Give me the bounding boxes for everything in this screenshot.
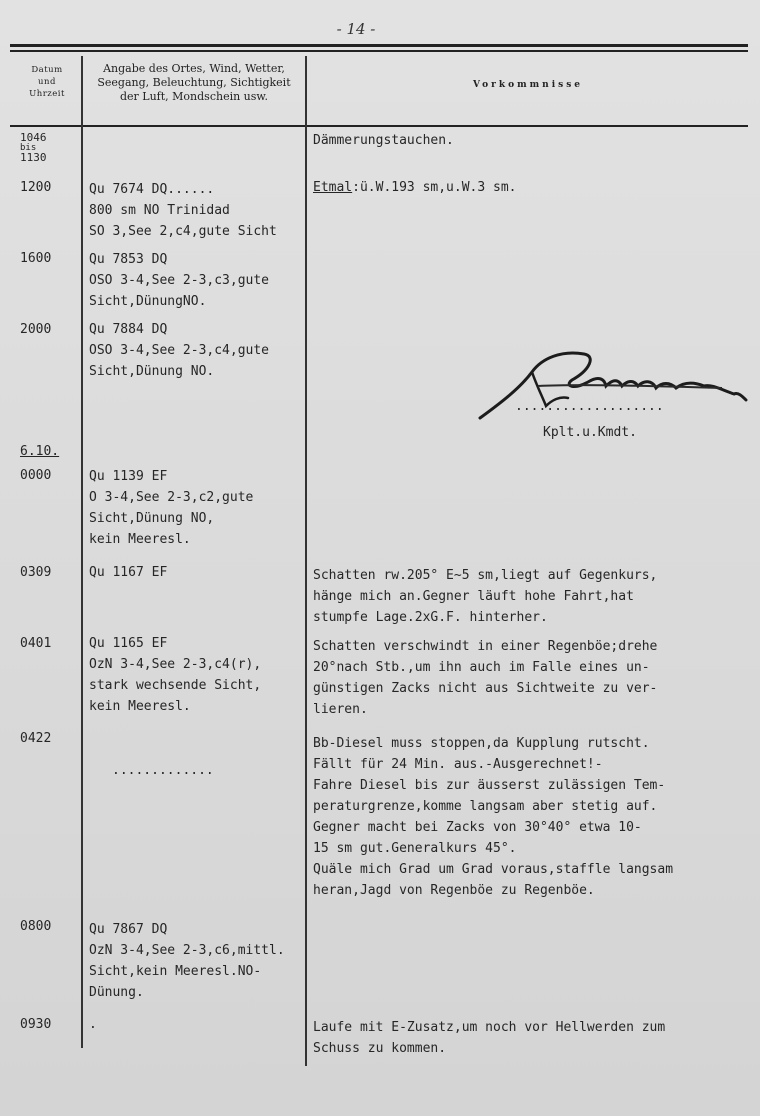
- event-line: Fällt für 24 Min. aus.-Ausgerechnet!-: [313, 757, 603, 772]
- location-line: SO 3,See 2,c4,gute Sicht: [89, 224, 277, 239]
- entry-location: [89, 466, 253, 550]
- entry-events: [313, 565, 657, 628]
- event-line: peraturgrenze,komme langsam aber stetig auf.: [313, 799, 658, 814]
- event-line: Etmal:ü.W.193 sm,u.W.3 sm.: [313, 180, 517, 195]
- signature-dotted-line: ...................: [515, 399, 664, 414]
- event-line: günstigen Zacks nicht aus Sichtweite zu ver-: [313, 681, 658, 696]
- entry-date: 6.10.: [20, 444, 60, 459]
- location-line: Qu 1167 EF: [89, 565, 168, 580]
- page-number: - 14 -: [336, 20, 376, 38]
- location-dotted-line: .............: [112, 763, 214, 778]
- header-date-column: [14, 64, 80, 100]
- entry-location: [89, 919, 285, 1003]
- entry-location: [89, 179, 277, 242]
- entry-time: 1200: [20, 180, 52, 195]
- signature-title: Kplt.u.Kmdt.: [543, 425, 637, 440]
- entry-location: [89, 562, 167, 583]
- entry-time: 0422: [20, 731, 52, 746]
- event-line: Bb-Diesel muss stoppen,da Kupplung rutscht.: [313, 736, 650, 751]
- entry-time: 0800: [20, 919, 52, 934]
- entry-time: [20, 132, 47, 163]
- location-line: .: [89, 1017, 97, 1032]
- entry-events: [313, 636, 657, 720]
- location-line: Qu 7867 DQ: [89, 922, 168, 937]
- location-line: OSO 3-4,See 2-3,c4,gute: [89, 343, 270, 358]
- entry-time: 0401: [20, 636, 52, 651]
- location-line: kein Meeresl.: [89, 532, 191, 547]
- event-line: Schatten verschwindt in einer Regenböe;drehe: [313, 639, 658, 654]
- entry-events: [313, 177, 517, 198]
- dotted-line: ......: [167, 182, 215, 197]
- entry-events: [313, 733, 673, 901]
- header-location-line: der Luft, Mondschein usw.: [119, 90, 269, 103]
- location-line: Sicht,kein Meeresl.NO-: [89, 964, 262, 979]
- location-line: Qu 1165 EF: [89, 636, 168, 651]
- column-divider-date: [81, 56, 83, 1048]
- column-divider-location: [305, 56, 307, 1066]
- location-line: stark wechsende Sicht,: [89, 678, 262, 693]
- location-line: Qu 7884 DQ: [89, 322, 168, 337]
- location-line: Sicht,Dünung NO.: [89, 364, 215, 379]
- event-line: Fahre Diesel bis zur äusserst zulässigen Tem-: [313, 778, 666, 793]
- location-line: OSO 3-4,See 2-3,c3,gute: [89, 273, 270, 288]
- location-line: Sicht,DünungNO.: [89, 294, 207, 309]
- header-date-line: Uhrzeit: [29, 89, 65, 99]
- location-line: OzN 3-4,See 2-3,c4(r),: [89, 657, 262, 672]
- location-line: Sicht,Dünung NO,: [89, 511, 215, 526]
- location-line: O 3-4,See 2-3,c2,gute: [89, 490, 254, 505]
- entry-time: 0930: [20, 1017, 52, 1032]
- header-location-column: [84, 62, 304, 104]
- top-rule-2: [10, 50, 748, 52]
- event-line: Laufe mit E-Zusatz,um noch vor Hellwerden zum: [313, 1020, 666, 1035]
- header-events-column: Vorkommnisse: [472, 80, 583, 90]
- event-line: lieren.: [313, 702, 368, 717]
- etmal-label: Etmal: [313, 180, 353, 195]
- location-line: kein Meeresl.: [89, 699, 191, 714]
- event-line: Gegner macht bei Zacks von 30°40° etwa 10-: [313, 820, 642, 835]
- entry-time: 0309: [20, 565, 52, 580]
- location-line: Qu 7853 DQ: [89, 252, 168, 267]
- location-line: Qu 7674 DQ: [89, 182, 168, 197]
- event-line: Schuss zu kommen.: [313, 1041, 447, 1056]
- entry-time: 1600: [20, 251, 52, 266]
- header-location-line: Seegang, Beleuchtung, Sichtigkeit: [97, 76, 291, 89]
- location-line: Dünung.: [89, 985, 144, 1000]
- location-line: Qu 1139 EF: [89, 469, 168, 484]
- entry-location: [89, 1014, 97, 1035]
- entry-location: [89, 319, 269, 382]
- event-line: 15 sm gut.Generalkurs 45°.: [313, 841, 517, 856]
- event-line: hänge mich an.Gegner läuft hohe Fahrt,hat: [313, 589, 634, 604]
- entry-location: [89, 249, 269, 312]
- top-rule: [10, 44, 748, 47]
- entry-events: [313, 1017, 665, 1059]
- header-date-line: Datum: [31, 65, 63, 75]
- entry-location: [89, 633, 261, 717]
- entry-events: [313, 130, 454, 151]
- event-line: Schatten rw.205° E~5 sm,liegt auf Gegenkurs,: [313, 568, 658, 583]
- event-line: Dämmerungstauchen.: [313, 133, 454, 148]
- event-line: heran,Jagd von Regenböe zu Regenböe.: [313, 883, 595, 898]
- header-date-line: und: [38, 77, 56, 87]
- time-line: bis: [20, 143, 37, 153]
- event-line: 20°nach Stb.,um ihn auch im Falle eines un-: [313, 660, 650, 675]
- entry-time: 0000: [20, 468, 52, 483]
- time-line: 1046: [20, 131, 47, 144]
- entry-time: 2000: [20, 322, 52, 337]
- time-line: 1130: [20, 151, 47, 164]
- header-rule: [10, 125, 748, 127]
- event-line: stumpfe Lage.2xG.F. hinterher.: [313, 610, 548, 625]
- header-location-line: Angabe des Ortes, Wind, Wetter,: [103, 62, 285, 75]
- event-line: Quäle mich Grad um Grad voraus,staffle langsam: [313, 862, 674, 877]
- location-line: 800 sm NO Trinidad: [89, 203, 230, 218]
- location-line: OzN 3-4,See 2-3,c6,mittl.: [89, 943, 285, 958]
